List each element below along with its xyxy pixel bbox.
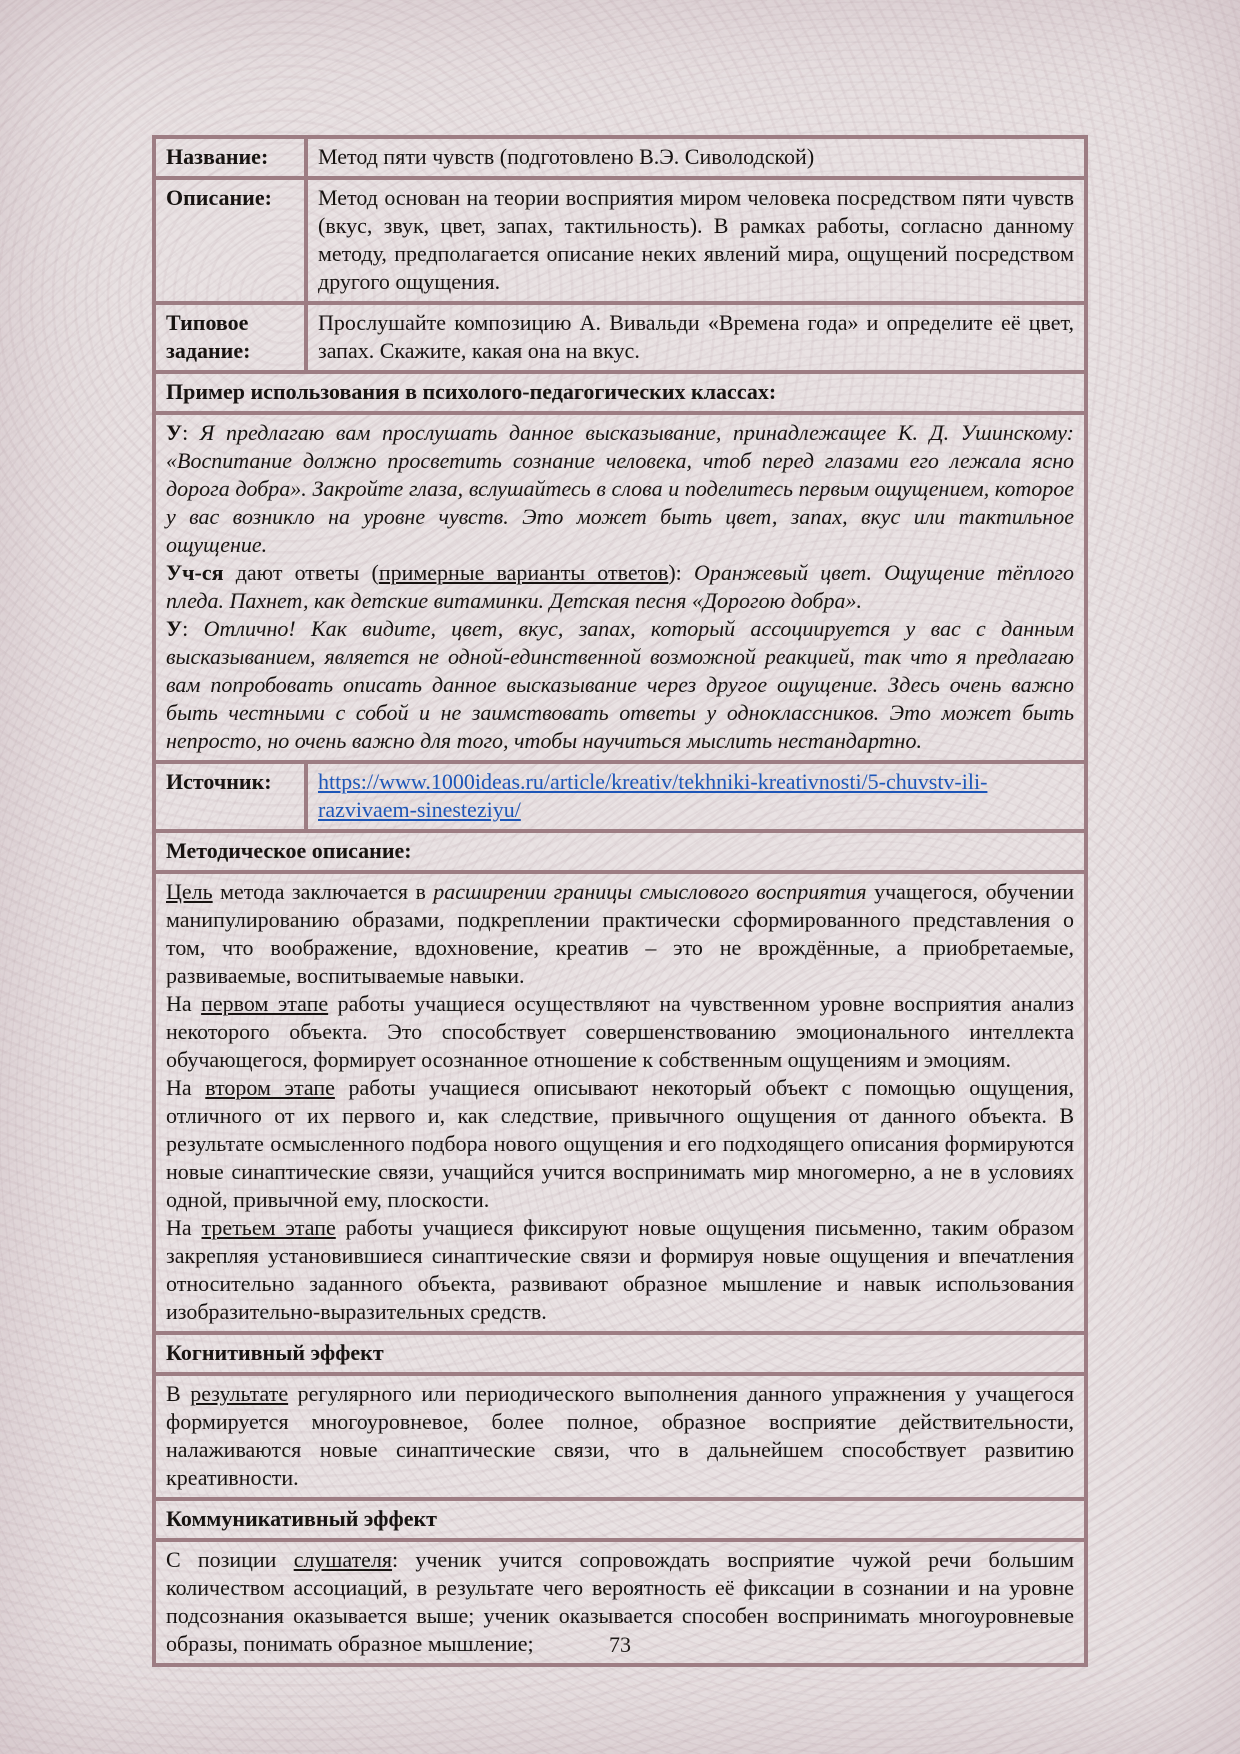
name-label: Название:	[154, 137, 306, 178]
table-row-source	[154, 762, 1086, 831]
text-segment: В	[166, 1381, 191, 1406]
text-segment: Уч-ся	[166, 560, 224, 585]
dialogue-paragraph-students	[166, 559, 1074, 615]
document-sheet	[152, 135, 1088, 1667]
text-segment: Отлично! Как видите, цвет, вкус, запах, который ассоциируется у вас с данным высказыванием, является не одной-единственной возможной реакцией, так что я предлагаю вам попробовать описать данное высказывание через другое ощущение. Здесь очень важно быть честными с собой и не заимствовать ответы у одноклассников. Это может быть непросто, но очень важно для того, чтобы научиться мыслить нестандартно.	[166, 616, 1074, 753]
text-segment: работы учащиеся фиксируют новые ощущения письменно, таким образом закрепляя установившиеся синаптические связи и формируя новые ощущения и впечатления относительно заданного объекта, развивают образное мышление и навык использования изобразительно-выразительных средств.	[166, 1215, 1074, 1324]
source-label: Источник:	[154, 762, 306, 831]
table-row-description	[154, 178, 1086, 303]
source-link[interactable]: https://www.1000ideas.ru/article/kreativ/tekhniki-kreativnosti/5-chuvstv-ili-razvivaem-sinesteziyu/	[318, 769, 988, 822]
task-value: Прослушайте композицию А. Вивальди «Времена года» и определите её цвет, запах. Скажите, какая она на вкус.	[306, 303, 1086, 372]
text-segment: У	[166, 616, 183, 641]
method-block	[154, 872, 1086, 1333]
text-segment: :	[182, 420, 200, 445]
text-segment: Я предлагаю вам прослушать данное высказывание, принадлежащее К. Д. Ушинскому: «Воспитание должно просветить сознание человека, чтоб перед глазами его лежала ясно дорога добра». Закройте глаза, вслушайтесь в слова и поделитесь первым ощущением, которое у вас возникло на уровне чувств. Это может быть цвет, запах, вкус или тактильное ощущение.	[166, 420, 1074, 557]
text-segment: регулярного или периодического выполнения данного упражнения у учащегося формируется многоуровневое, более полное, образное восприятие действительности, налаживаются новые синаптические связи, что в дальнейшем способствует развитию креативности.	[166, 1381, 1074, 1490]
text-segment: С позиции	[166, 1547, 294, 1572]
text-segment: дают ответы (	[223, 560, 379, 585]
text-segment: На	[166, 1075, 206, 1100]
text-segment: учащегося, обучении манипулированию образами, подкреплении практически сформированного представления о том, что воображение, вдохновение, креатив – это не врождённые, а приобретаемые, развиваемые, воспитываемые навыки.	[166, 879, 1074, 988]
description-label: Описание:	[154, 178, 306, 303]
method-header: Методическое описание:	[154, 831, 1086, 872]
method-paragraph-goal	[166, 878, 1074, 990]
text-segment: :	[182, 616, 204, 641]
dialogue-paragraph-teacher-2	[166, 615, 1074, 755]
text-segment: ):	[668, 560, 694, 585]
table-row-example-header	[154, 372, 1086, 413]
task-label: Типовое задание:	[154, 303, 306, 372]
text-segment: третьем этапе	[201, 1215, 336, 1240]
text-segment: первом этапе	[201, 991, 329, 1016]
name-value: Метод пяти чувств (подготовлено В.Э. Сиволодской)	[306, 137, 1086, 178]
text-segment: У	[166, 420, 183, 445]
text-segment: На	[166, 1215, 202, 1240]
dialogue-block	[154, 413, 1086, 762]
table-row-cognitive-body	[154, 1374, 1086, 1499]
text-segment: результате	[190, 1381, 289, 1406]
text-segment: метода заключается в	[212, 879, 434, 904]
table-row-method-header	[154, 831, 1086, 872]
page-number: 73	[609, 1632, 631, 1657]
text-segment: Цель	[166, 879, 213, 904]
communicative-header: Коммуникативный эффект	[154, 1499, 1086, 1540]
method-paragraph-stage-3	[166, 1214, 1074, 1326]
table-row-method-body	[154, 872, 1086, 1333]
example-header: Пример использования в психолого-педагогических классах:	[154, 372, 1086, 413]
text-segment: расширении границы смыслового восприятия	[433, 879, 867, 904]
text-segment: работы учащиеся осуществляют на чувственном уровне восприятия анализ некоторого объекта. Это способствует совершенствованию эмоционального интеллекта обучающегося, формирует осознанное отношение к собственным ощущениям и эмоциям.	[166, 991, 1074, 1072]
cognitive-block	[154, 1374, 1086, 1499]
text-segment: втором этапе	[205, 1075, 335, 1100]
table-row-dialogue	[154, 413, 1086, 762]
table-row-communicative-header	[154, 1499, 1086, 1540]
dialogue-paragraph-teacher-1	[166, 419, 1074, 559]
source-value	[306, 762, 1086, 831]
text-segment: Оранжевый цвет. Ощущение тёплого пледа. Пахнет, как детские витаминки. Детская песня «Дорогою добра».	[166, 560, 1074, 613]
text-segment: На	[166, 991, 202, 1016]
table-row-cognitive-header	[154, 1333, 1086, 1374]
table-row-task	[154, 303, 1086, 372]
text-segment: : ученик учится сопровождать восприятие чужой речи большим количеством ассоциаций, в результате чего вероятность её фиксации в сознании и на уровне подсознания оказывается выше; ученик оказывается способен воспринимать многоуровневые образы, понимать образное мышление;	[166, 1547, 1075, 1656]
text-segment: слушателя	[293, 1547, 393, 1572]
cognitive-header: Когнитивный эффект	[154, 1333, 1086, 1374]
method-table	[152, 135, 1088, 1667]
description-value: Метод основан на теории восприятия миром человека посредством пяти чувств (вкус, звук, цвет, запах, тактильность). В рамках работы, согласно данному методу, предполагается описание неких явлений мира, ощущений посредством другого ощущения.	[306, 178, 1086, 303]
method-paragraph-stage-2	[166, 1074, 1074, 1214]
text-segment: примерные варианты ответов	[378, 560, 669, 585]
table-row-name	[154, 137, 1086, 178]
text-segment: работы учащиеся описывают некоторый объект с помощью ощущения, отличного от их первого и, как следствие, привычного ощущения от данного объекта. В результате осмысленного подбора нового ощущения и его подходящего описания формируются новые синаптические связи, учащийся учится воспринимать мир многомерно, а не в условиях одной, привычной ему, плоскости.	[166, 1075, 1075, 1212]
cognitive-paragraph	[166, 1380, 1074, 1492]
method-paragraph-stage-1	[166, 990, 1074, 1074]
